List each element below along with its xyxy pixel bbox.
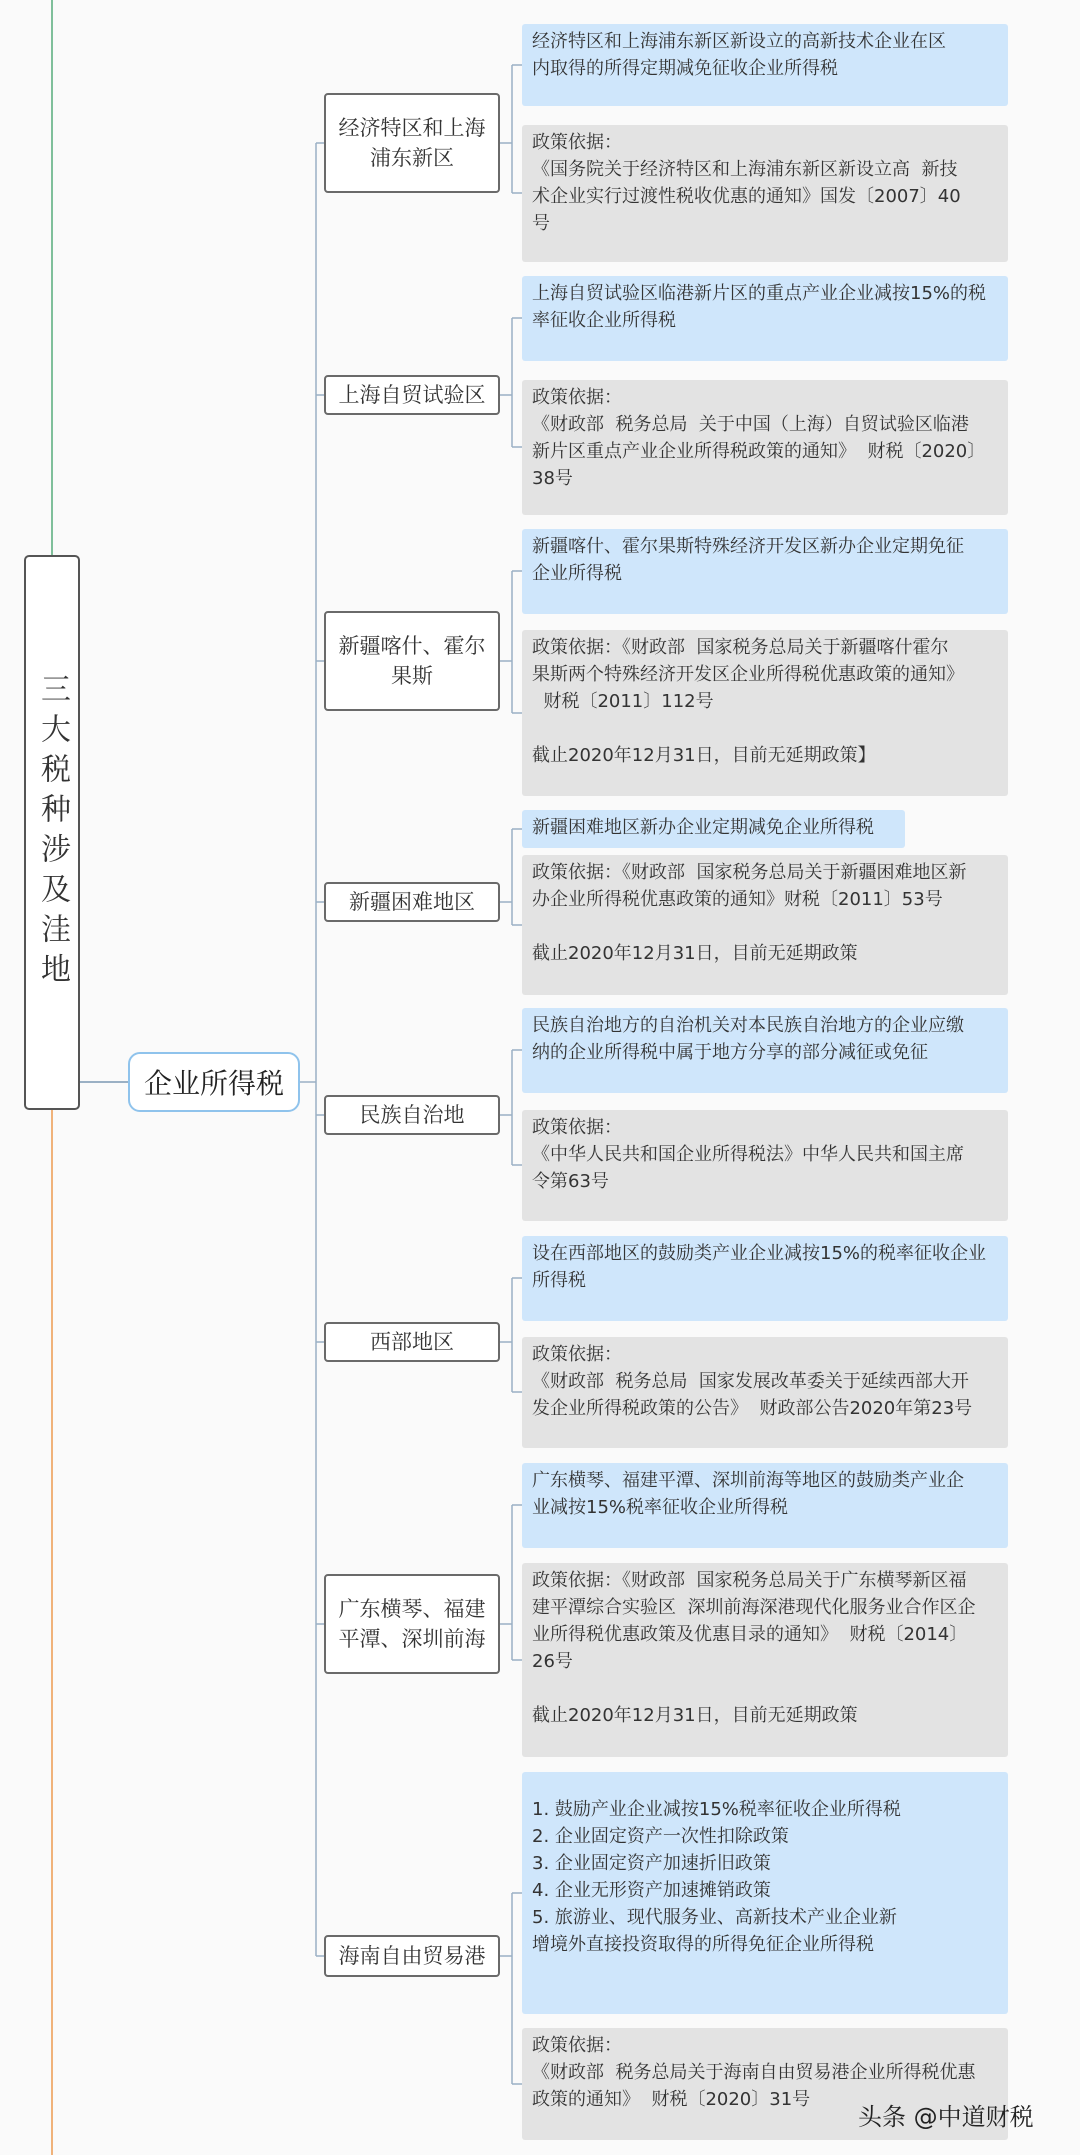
region-node[interactable] — [324, 1095, 500, 1135]
region-node[interactable] — [324, 611, 500, 711]
policy-basis[interactable]: 政策依据：《财政部 国家税务总局关于广东横琴新区福 建平潭综合实验区 深圳前海深港现代化服务业合作区企 业所得税优惠政策及优惠目录的通知》 财税〔2014〕 26号 截止2020年12月31日，目前无延期政策 — [522, 1563, 1008, 1757]
region-node[interactable] — [324, 93, 500, 193]
root-topic[interactable] — [24, 555, 80, 1110]
root-topic-label: 三大税种涉及洼地 — [35, 672, 70, 993]
policy-summary[interactable]: 1. 鼓励产业企业减按15%税率征收企业所得税 2. 企业固定资产一次性扣除政策 3. 企业固定资产加速折旧政策 4. 企业无形资产加速摊销政策 5. 旅游业、现代服务业、高新技术产业企业新 增境外直接投资取得的所得免征企业所得税 — [522, 1772, 1008, 2014]
policy-summary[interactable]: 民族自治地方的自治机关对本民族自治地方的企业应缴 纳的企业所得税中属于地方分享的部分减征或免征 — [522, 1008, 1008, 1093]
region-node[interactable] — [324, 1322, 500, 1362]
policy-basis[interactable]: 政策依据： 《财政部 税务总局 国家发展改革委关于延续西部大开 发企业所得税政策的公告》 财政部公告2020年第23号 — [522, 1337, 1008, 1448]
region-label: 广东横琴、福建 平潭、深圳前海 — [338, 1597, 486, 1651]
policy-basis[interactable]: 政策依据：《财政部 国家税务总局关于新疆困难地区新 办企业所得税优惠政策的通知》财税〔2011〕53号 截止2020年12月31日，目前无延期政策 — [522, 855, 1008, 995]
policy-summary[interactable]: 新疆困难地区新办企业定期减免企业所得税 — [522, 810, 905, 848]
region-node[interactable] — [324, 1574, 500, 1674]
policy-summary[interactable]: 经济特区和上海浦东新区新设立的高新技术企业在区 内取得的所得定期减免征收企业所得税 — [522, 24, 1008, 106]
category-node[interactable] — [128, 1052, 300, 1112]
policy-basis[interactable]: 政策依据： 《财政部 税务总局 关于中国（上海）自贸试验区临港 新片区重点产业企业所得税政策的通知》 财税〔2020〕 38号 — [522, 380, 1008, 515]
region-label: 新疆喀什、霍尔 果斯 — [338, 634, 486, 688]
category-label: 企业所得税 — [143, 1067, 284, 1100]
region-label: 海南自由贸易港 — [338, 1944, 486, 1968]
region-label: 经济特区和上海 浦东新区 — [338, 116, 486, 170]
policy-basis[interactable]: 政策依据：《财政部 国家税务总局关于新疆喀什霍尔 果斯两个特殊经济开发区企业所得税优惠政策的通知》 财税〔2011〕112号 截止2020年12月31日，目前无延期政策】 — [522, 630, 1008, 796]
region-label: 西部地区 — [370, 1330, 454, 1354]
region-label: 上海自贸试验区 — [338, 383, 486, 407]
region-node[interactable] — [324, 1935, 500, 1977]
policy-basis[interactable]: 政策依据： 《国务院关于经济特区和上海浦东新区新设立高 新技 术企业实行过渡性税收优惠的通知》国发〔2007〕40 号 — [522, 125, 1008, 262]
policy-summary[interactable]: 设在西部地区的鼓励类产业企业减按15%的税率征收企业 所得税 — [522, 1236, 1008, 1321]
region-node[interactable] — [324, 882, 500, 922]
policy-summary[interactable]: 新疆喀什、霍尔果斯特殊经济开发区新办企业定期免征 企业所得税 — [522, 529, 1008, 614]
watermark: 头条 @中道财税 — [858, 2102, 1034, 2131]
region-node[interactable] — [324, 375, 500, 415]
policy-basis[interactable]: 政策依据： 《财政部 税务总局关于海南自由贸易港企业所得税优惠 政策的通知》 财税〔2020〕31号 — [522, 2028, 1008, 2140]
policy-basis[interactable]: 政策依据： 《中华人民共和国企业所得税法》中华人民共和国主席 令第63号 — [522, 1110, 1008, 1221]
region-label: 新疆困难地区 — [349, 890, 475, 914]
policy-summary[interactable]: 上海自贸试验区临港新片区的重点产业企业减按15%的税 率征收企业所得税 — [522, 276, 1008, 361]
policy-summary[interactable]: 广东横琴、福建平潭、深圳前海等地区的鼓励类产业企 业减按15%税率征收企业所得税 — [522, 1463, 1008, 1548]
region-label: 民族自治地 — [359, 1103, 465, 1127]
